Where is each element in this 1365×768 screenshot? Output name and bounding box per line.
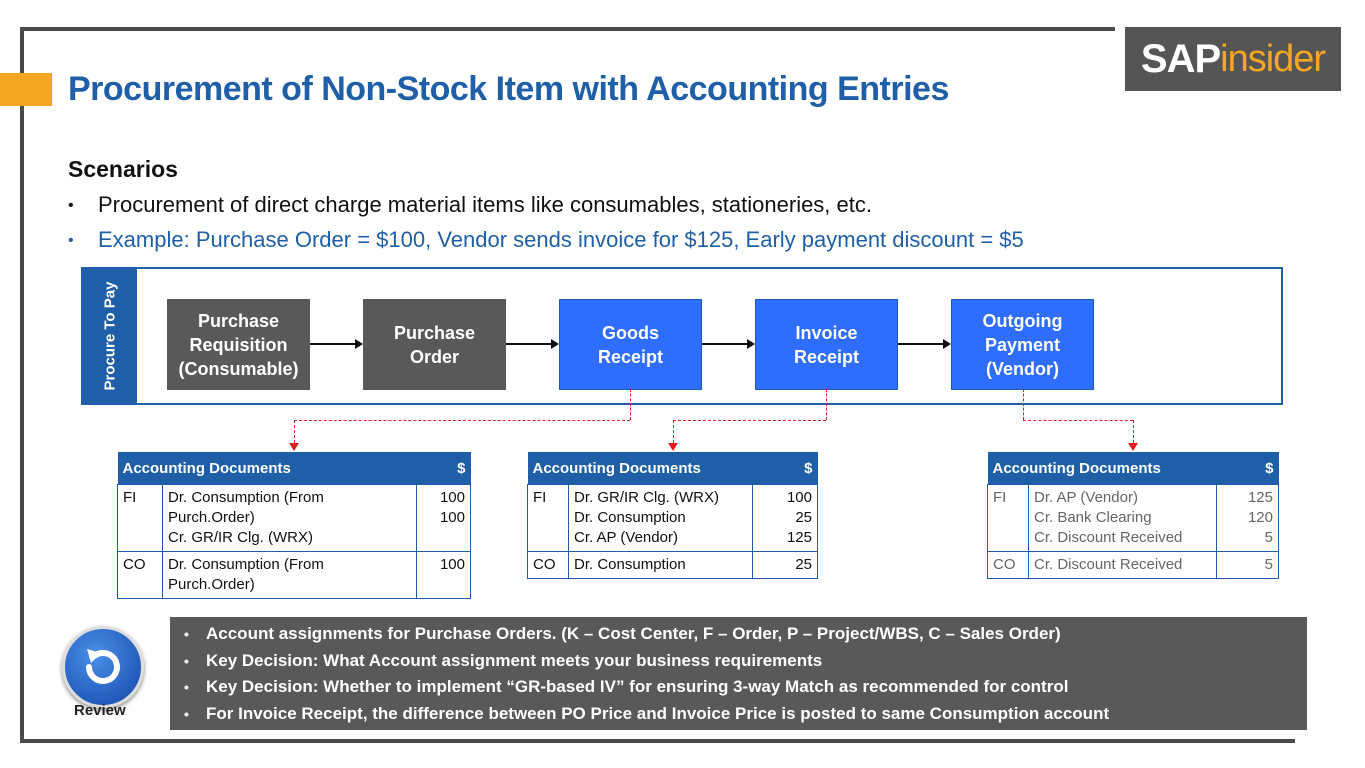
- table-header: Accounting Documents: [528, 452, 753, 485]
- doc-type: CO: [118, 552, 163, 599]
- refresh-arrow-icon: [79, 643, 127, 691]
- connector-arrowhead: [1128, 443, 1138, 451]
- note-text: Key Decision: Whether to implement “GR-based IV” for ensuring 3-way Match as recommended for control: [206, 677, 1069, 696]
- table-header-row: [528, 452, 818, 485]
- table-header-row: [988, 452, 1279, 485]
- connector-arrowhead: [289, 443, 299, 451]
- table-row: [118, 552, 471, 599]
- doc-type: FI: [528, 485, 569, 552]
- review-icon[interactable]: [62, 626, 144, 708]
- table-row: [988, 552, 1279, 579]
- step-outgoing-payment: Outgoing Payment (Vendor): [951, 299, 1094, 390]
- flow-side-text: Procure To Pay: [101, 281, 119, 391]
- connector-payment: [1023, 420, 1133, 421]
- title-accent-bar: [0, 73, 52, 106]
- key-notes-panel: [170, 617, 1307, 730]
- entry-lines: Dr. Consumption: [569, 552, 753, 579]
- doc-type: CO: [528, 552, 569, 579]
- flow-side-label: [83, 269, 137, 403]
- flow-arrow: [506, 343, 557, 345]
- process-flow-panel: [81, 267, 1283, 405]
- doc-type: FI: [118, 485, 163, 552]
- scenario-text-2: Example: Purchase Order = $100, Vendor sends invoice for $125, Early payment discount = $5: [98, 227, 1024, 252]
- note-item-2: [184, 648, 1293, 675]
- step-purchase-order: Purchase Order: [363, 299, 506, 390]
- currency-header: $: [1217, 452, 1279, 485]
- bullet-dot: •: [184, 679, 189, 695]
- connector-gr: [294, 420, 630, 421]
- entry-lines: Dr. GR/IR Clg. (WRX) Dr. Consumption Cr. AP (Vendor): [569, 485, 753, 552]
- page-title: Procurement of Non-Stock Item with Accounting Entries: [68, 70, 949, 108]
- table-header: Accounting Documents: [988, 452, 1217, 485]
- accounting-table-outgoing-payment: [987, 452, 1279, 579]
- slide-frame-bottom: [20, 739, 1295, 743]
- flow-arrow: [702, 343, 753, 345]
- note-item-4: [184, 701, 1293, 728]
- bullet-dot: •: [68, 197, 74, 215]
- table-row: [528, 485, 818, 552]
- slide-frame-top: [20, 27, 1115, 31]
- entry-amounts: 125 120 5: [1217, 485, 1279, 552]
- logo-insider-text: insider: [1220, 37, 1326, 80]
- connector-payment: [1023, 389, 1024, 420]
- accounting-table-goods-receipt: [117, 452, 471, 599]
- entry-amounts: 100 100: [417, 485, 471, 552]
- step-goods-receipt: Goods Receipt: [559, 299, 702, 390]
- connector-gr: [630, 389, 631, 420]
- flow-arrow: [310, 343, 361, 345]
- sapinsider-logo: [1125, 27, 1341, 91]
- step-invoice-receipt: Invoice Receipt: [755, 299, 898, 390]
- table-row: [528, 552, 818, 579]
- entry-lines: Dr. AP (Vendor) Cr. Bank Clearing Cr. Discount Received: [1029, 485, 1217, 552]
- entry-amounts: 25: [753, 552, 818, 579]
- entry-amounts: 100 25 125: [753, 485, 818, 552]
- entry-lines: Cr. Discount Received: [1029, 552, 1217, 579]
- flow-arrow: [898, 343, 949, 345]
- connector-ir: [826, 389, 827, 420]
- connector-ir: [673, 420, 826, 421]
- scenarios-heading: Scenarios: [68, 156, 178, 182]
- note-text: Account assignments for Purchase Orders. (K – Cost Center, F – Order, P – Project/WBS, C – Sales Order): [206, 624, 1061, 643]
- bullet-dot: •: [184, 626, 189, 642]
- entry-lines: Dr. Consumption (From Purch.Order): [163, 552, 417, 599]
- table-row: [118, 485, 471, 552]
- step-purchase-requisition: Purchase Requisition (Consumable): [167, 299, 310, 390]
- table-header: Accounting Documents: [118, 452, 417, 485]
- note-item-1: [184, 621, 1293, 648]
- note-text: For Invoice Receipt, the difference between PO Price and Invoice Price is posted to same Consumption account: [206, 703, 1110, 723]
- slide-frame-left: [20, 27, 24, 743]
- table-row: [988, 485, 1279, 552]
- scenario-text-1: Procurement of direct charge material items like consumables, stationeries, etc.: [98, 192, 872, 217]
- connector-arrowhead: [668, 443, 678, 451]
- note-text: Key Decision: What Account assignment meets your business requirements: [206, 650, 823, 670]
- scenario-bullet-1: [68, 192, 872, 218]
- scenario-bullet-2: [68, 227, 1024, 253]
- doc-type: CO: [988, 552, 1029, 579]
- entry-amounts: 100: [417, 552, 471, 599]
- connector-payment: [1133, 420, 1134, 443]
- note-item-3: [184, 674, 1293, 701]
- table-header-row: [118, 452, 471, 485]
- review-label: Review: [74, 702, 126, 719]
- bullet-dot: •: [184, 705, 189, 722]
- logo-sap-text: SAP: [1140, 36, 1221, 81]
- doc-type: FI: [988, 485, 1029, 552]
- currency-header: $: [417, 452, 471, 485]
- connector-ir: [673, 420, 674, 443]
- entry-lines: Dr. Consumption (From Purch.Order) Cr. GR/IR Clg. (WRX): [163, 485, 417, 552]
- entry-amounts: 5: [1217, 552, 1279, 579]
- currency-header: $: [753, 452, 818, 485]
- connector-gr: [294, 420, 295, 443]
- bullet-dot: •: [184, 652, 189, 669]
- accounting-table-invoice-receipt: [527, 452, 818, 579]
- bullet-dot: •: [68, 232, 74, 250]
